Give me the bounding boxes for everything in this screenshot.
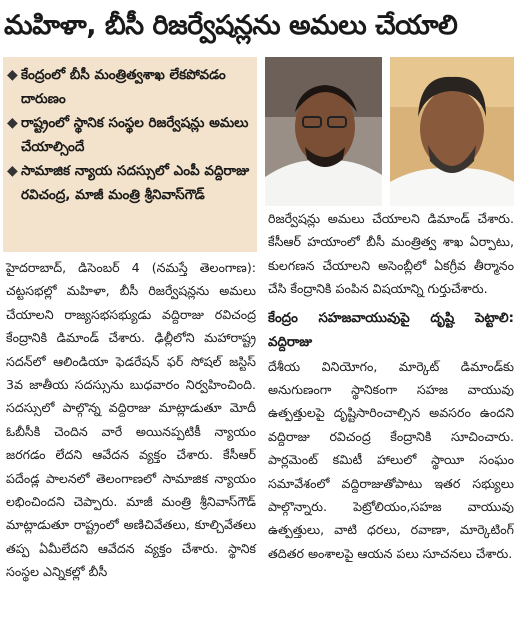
highlight-item	[7, 63, 251, 111]
highlights-box	[3, 57, 257, 252]
portrait-photo-left	[265, 57, 382, 206]
bullet-icon: ◆	[7, 163, 18, 179]
article-paragraph: రిజర్వేషన్లు అమలు చేయాలని డిమాండ్ చేశారు. కేసీఆర్ హయాంలో బీసీ మంత్రిత్వ శాఖ ఏర్పాటు, కులగణన చేయాలని అసెంబ్లీలో ఏకగ్రీవ తీర్మానం చేసి కేంద్రానికి పంపిన విషయాన్ని గుర్తుచేశారు.	[268, 211, 514, 297]
article-paragraph: దేశీయ వినియోగం, మార్కెట్ డిమాండ్‌కు అనుగుణంగా స్థానికంగా సహజ వాయువు ఉత్పత్తులపై దృష్టిసారించాల్సిన అవసరం ఉందని వద్దిరాజు రవిచంద్ర కేంద్రానికి సూచించారు. పార్లమెంట్ కమిటీ హాలులో స్థాయీ సంఘం సమావేశంలో వద్దిరాజుతోపాటు ఇతర సభ్యులు పాల్గొన్నారు. పెట్రోలియం,సహజ వాయువు ఉత్పత్తులు, వాటి ధరలు, రవాణా, మార్కెటింగ్ తదితర అంశాలపై ఆయన పలు సూచనలు చేశారు.	[268, 358, 514, 561]
article-paragraph: హైదరాబాద్, డిసెంబర్ 4 (నమస్తే తెలంగాణ): చట్టసభల్లో మహిళా, బీసీ రిజర్వేషన్లను అమలు చేయాలని రాజ్యసభసభ్యుడు వద్దిరాజు రవిచంద్ర కేంద్రానికి డిమాండ్ చేశారు. ఢిల్లీలోని మహారాష్ట్ర సదన్‌లో ఆలిండియా ఫెడరేషన్ ఫర్ సోషల్ జస్టిస్ 3వ జాతీయ సదస్సును బుధవారం నిర్వహించింది. సదస్సులో పాల్గొన్న వద్దిరాజు మాట్లాడుతూ మోదీ ఓబీసీకి చెందిన వారే అయినప్పటికీ న్యాయం జరగడం లేదని ఆవేదన వ్యక్తం చేశారు. కేసీఆర్ పదేండ్ల పాలనలో తెలంగాణలో సామాజిక న్యాయం లభించిందని చెప్పారు. మాజీ మంత్రి శ్రీనివాస్‌గౌడ్ మాట్లాడుతూ రాష్ట్రంలో అణిచివేతలు, కూల్చివేతలు తప్ప ఏమీలేదని ఆవేదన వ్యక్తం చేశారు. స్థానిక సంస్థల ఎన్నికల్లో బీసీ	[6, 260, 256, 580]
subheading: కేంద్రం సహజవాయువుపై దృష్టి పెట్టాలి: వద్దిరాజు	[268, 310, 514, 350]
article-left-column	[6, 256, 256, 584]
bullet-icon: ◆	[7, 67, 18, 83]
highlight-text: సామాజిక న్యాయ సదస్సులో ఎంపీ వద్దిరాజు రవిచంద్ర, మాజీ మంత్రి శ్రీనివాస్‌గౌడ్	[21, 163, 250, 203]
highlight-item	[7, 111, 251, 159]
headline: మహిళా, బీసీ రిజర్వేషన్లను అమలు చేయాలి	[4, 10, 458, 41]
highlight-item	[7, 159, 251, 207]
portrait-photo-right	[390, 57, 514, 206]
article-right-column	[268, 207, 514, 565]
bullet-icon: ◆	[7, 115, 18, 131]
highlight-text: రాష్ట్రంలో స్థానిక సంస్థల రిజర్వేషన్లు అమలు చేయాల్సిందే	[21, 115, 249, 155]
highlight-text: కేంద్రంలో బీసీ మంత్రిత్వశాఖ లేకపోవడం దారుణం	[21, 67, 226, 107]
